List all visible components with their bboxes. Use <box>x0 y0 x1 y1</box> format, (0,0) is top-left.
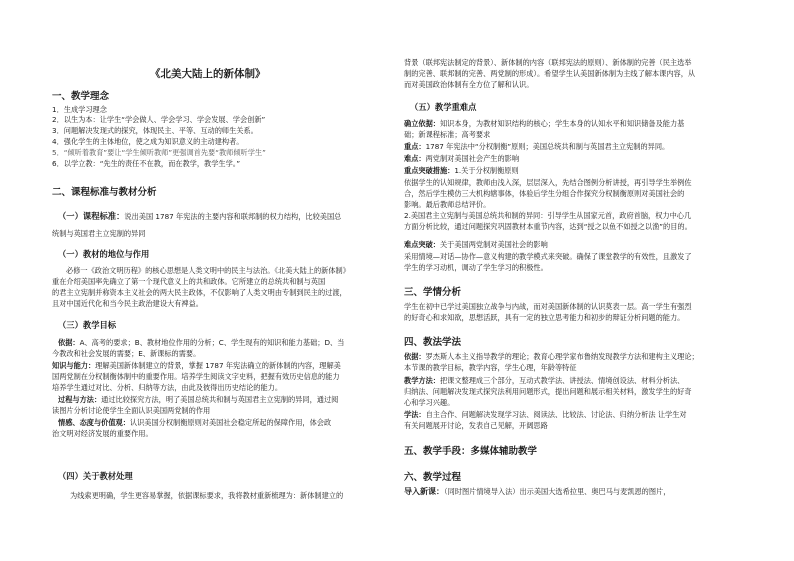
paragraph-line: 学生的学习动机，调动了学生学习的积极性。 <box>404 263 548 272</box>
paragraph-line: 而对美国政治体制有全方位了解和认识。 <box>404 80 534 89</box>
document-title: 《北美大陆上的新体制》 <box>150 68 266 80</box>
paragraph-line: 且对中国近代化和当今民主政治建设大有裨益。 <box>52 299 203 308</box>
curriculum-standard <box>58 211 398 222</box>
paragraph-line: 归纳法、问题解决发现式探究法利用问题形式，提出问题和展示相关材料，激发学生的好奇 <box>404 387 692 396</box>
key-point-label: 重点： <box>404 142 426 151</box>
curriculum-standard-text: 说出美国 1787 年宪法的主要内容和联邦制的权力结构，比较美国总 <box>124 212 342 221</box>
key-point-text: 1787 年宪法中“分权制衡”原则；美国总统共和制与英国君主立宪制的异同。 <box>425 142 670 151</box>
knowledge-ability-label: 知识与能力： <box>52 361 96 370</box>
teaching-methods-line <box>404 376 684 386</box>
paragraph-line: 影响。最后教师总结评价。 <box>404 200 491 209</box>
philosophy-item: 5．“倾听着教育”要让“学生倾听教师”更强调首先要“教师倾听学生” <box>52 148 266 157</box>
difficult-breakthrough-line <box>404 240 548 250</box>
curriculum-standard-text-2: 统制与英国君主立宪制的异同 <box>52 229 146 238</box>
key-breakthrough-label: 重点突破措施： <box>404 166 455 175</box>
lead-in-label: 导入新课： <box>404 487 444 496</box>
difficult-point-line <box>404 154 519 164</box>
paragraph-line: 有关问题展开讨论，发表自己见解，开阔思路 <box>404 421 548 430</box>
knowledge-ability-line <box>52 361 341 371</box>
paragraph-line: 合，然后学生模仿三大机构辖事体，体验后学生分组合作探究分权制衡原则对美国社会的 <box>404 189 685 198</box>
process-method-text: 通过比较探究方法，明了美国总统共和制与英国君主立宪制的异同，通过阅 <box>101 395 339 404</box>
learning-methods-label: 学法： <box>404 410 426 419</box>
subheading-textbook-handling: （四）关于教材处理 <box>58 471 133 481</box>
key-basis-label: 确立依据： <box>404 119 440 128</box>
paragraph-line: 采用情境—对话—协作—意义构建的教学模式来突破。确保了课堂教学的有效性，且激发了 <box>404 252 692 261</box>
difficult-point-text: 两党制对美国社会产生的影响 <box>425 154 520 163</box>
goals-basis-line <box>58 338 344 348</box>
difficult-breakthrough-text: 关于美国两党制对美国社会的影响 <box>439 240 548 249</box>
paragraph-line: 背景（联邦宪法制定的背景）、新体制的内容（联邦宪法的原则）、新体制的完善（民主选举 <box>404 58 692 67</box>
philosophy-item: 2．以生为本：让学生“学会做人、学会学习、学会发展、学会创新” <box>52 115 266 124</box>
lead-in-text: （同时图片情境导入法）出示美国大选希拉里、奥巴马与麦凯恩的图片， <box>444 487 671 496</box>
process-method-line <box>58 395 338 405</box>
emotion-values-text: 认识美国分权制衡原则对美国社会稳定所起的保障作用，体会政 <box>129 418 332 427</box>
philosophy-item: 6．以学立教：“先生的责任不在教，而在教学，教学生学。” <box>52 159 241 168</box>
knowledge-ability-text: 培养学生通过对比、分析、归纳等方法，由此及彼得出历史结论的能力。 <box>52 383 283 392</box>
key-basis-text: 知识本身，为教材知识结构的核心；学生本身的认知水平和知识储备及能力基 <box>439 119 685 128</box>
paragraph-line: 为线索更明确，学生更容易掌握，依据课标要求，我将教材重新梳理为：新体制建立的 <box>70 491 344 500</box>
section-heading-student-analysis: 三、学情分析 <box>404 287 462 298</box>
knowledge-ability-text: 理解美国新体制建立的背景，掌握 1787 年宪法确立的新体制的内容，理解美 <box>95 361 341 370</box>
methods-basis-line <box>404 352 699 362</box>
section-heading-teaching-philosophy: 一、教学理念 <box>52 91 110 102</box>
knowledge-ability-text: 国两党制在分权制衡体制中的重要作用。培养学生阅读文字史料，把握有效历史信息的能力 <box>52 372 340 381</box>
basis-text: A、高考的要求；B、教材地位作用的分析；C、学生现有的知识和能力基础；D、当 <box>79 338 345 347</box>
philosophy-item: 1．生成学习理念 <box>52 105 107 114</box>
emotion-values-line <box>58 418 331 428</box>
key-basis-text-2: 础；新课程标准；高考要求 <box>404 130 491 139</box>
section-heading-teaching-means: 五、教学手段：多媒体辅助教学 <box>404 446 538 457</box>
paragraph-line: 学生在初中已学过美国独立战争与内战，而对美国新体制的认识莫表一层。高一学生有强烈 <box>404 302 692 311</box>
paragraph-line: 必修一《政治文明历程》的核心思想是人类文明中的民主与法治。《北美大陆上的新体制》 <box>66 266 350 275</box>
subheading-teaching-goals: （三）教学目标 <box>58 320 117 330</box>
learning-methods-text: 自主合作、问题解决发现学习法、阅读法、比较法、讨论法、归纳分析法 让学生对 <box>425 410 687 419</box>
teaching-methods-label: 教学方法： <box>404 376 440 385</box>
paragraph-line: 重在介绍美国率先确立了第一个现代意义上的共和政体。它所建立的总统共和制与英国 <box>52 277 326 286</box>
section-heading-teaching-process: 六、教学过程 <box>404 472 462 483</box>
paragraph-line: 心和学习兴趣。 <box>404 398 455 407</box>
process-method-text: 读图片分析讨论使学生全面认识美国两党制的作用 <box>52 406 211 415</box>
paragraph-line: 的好奇心和求知欲，思想活跃，具有一定的独立思考能力和初步的辩证分析问题的能力。 <box>404 313 685 322</box>
curriculum-standard-label: （一）课程标准： <box>58 211 125 221</box>
section-heading-methods: 四、教法学法 <box>404 337 462 348</box>
paragraph-line: 本节课的教学目标，教学内容，学生心理，年龄等特征 <box>404 363 577 372</box>
paragraph-line: 制的完善、联邦制的完善、两党制的形成）。希望学生认美国新体制为主线了解本课内容，从 <box>404 69 696 78</box>
difficult-point-label: 难点： <box>404 154 426 163</box>
key-basis-line <box>404 119 684 129</box>
basis-label: 依据： <box>58 338 80 347</box>
process-method-label: 过程与方法： <box>58 395 102 404</box>
basis-text-2: 今教改和社会发展的需要；E、新课标的需要。 <box>52 349 201 358</box>
learning-methods-line <box>404 410 687 420</box>
key-breakthrough-text: 1.关于分权制衡原则 <box>454 166 519 175</box>
methods-basis-text: 罗杰斯人本主义指导教学的理论；教育心理学家布鲁纳发现教学方法和建构主义理论； <box>425 352 699 361</box>
emotion-values-text: 治文明对经济发展的重要作用。 <box>52 429 153 438</box>
subheading-textbook-position: （一）教材的地位与作用 <box>58 249 150 259</box>
subheading-key-points: （五）教学重难点 <box>410 102 477 112</box>
paragraph-line: 的君主立宪制并称资本主义社会的两大民主政体，不仅影响了人类文明由专制到民主的过渡， <box>52 288 347 297</box>
paragraph-line: 方面分析比较，通过问题探究巩固教材本重节内容，达到“授之以鱼不如授之以渔”的目的。 <box>404 222 692 231</box>
emotion-values-label: 情感、态度与价值观： <box>58 418 130 427</box>
teaching-methods-text: 把课文整理成三个部分，互动式教学法、讲授法、情境创设法、材料分析法、 <box>439 376 685 385</box>
lead-in-line <box>404 487 670 497</box>
methods-basis-label: 依据： <box>404 352 426 361</box>
philosophy-item: 4．强化学生的主体地位，使之成为知识意义的主动建构者。 <box>52 137 244 146</box>
section-heading-curriculum: 二、课程标准与教材分析 <box>52 187 157 198</box>
key-point-line <box>404 142 669 152</box>
paragraph-line: 依据学生的认知规律，教师由浅入深，层层深入，先结合图例分析讲授，再引导学生举例佐 <box>404 178 692 187</box>
philosophy-item: 3．问题解决发现式的探究，体现民主、平等、互动的师生关系。 <box>52 126 258 135</box>
paragraph-line: 2.美国君主立宪制与美国总统共和制的异同：引导学生从国家元首，政府首脑，权力中心几 <box>404 211 692 220</box>
key-breakthrough-line <box>404 166 519 176</box>
difficult-breakthrough-label: 难点突破： <box>404 240 440 249</box>
